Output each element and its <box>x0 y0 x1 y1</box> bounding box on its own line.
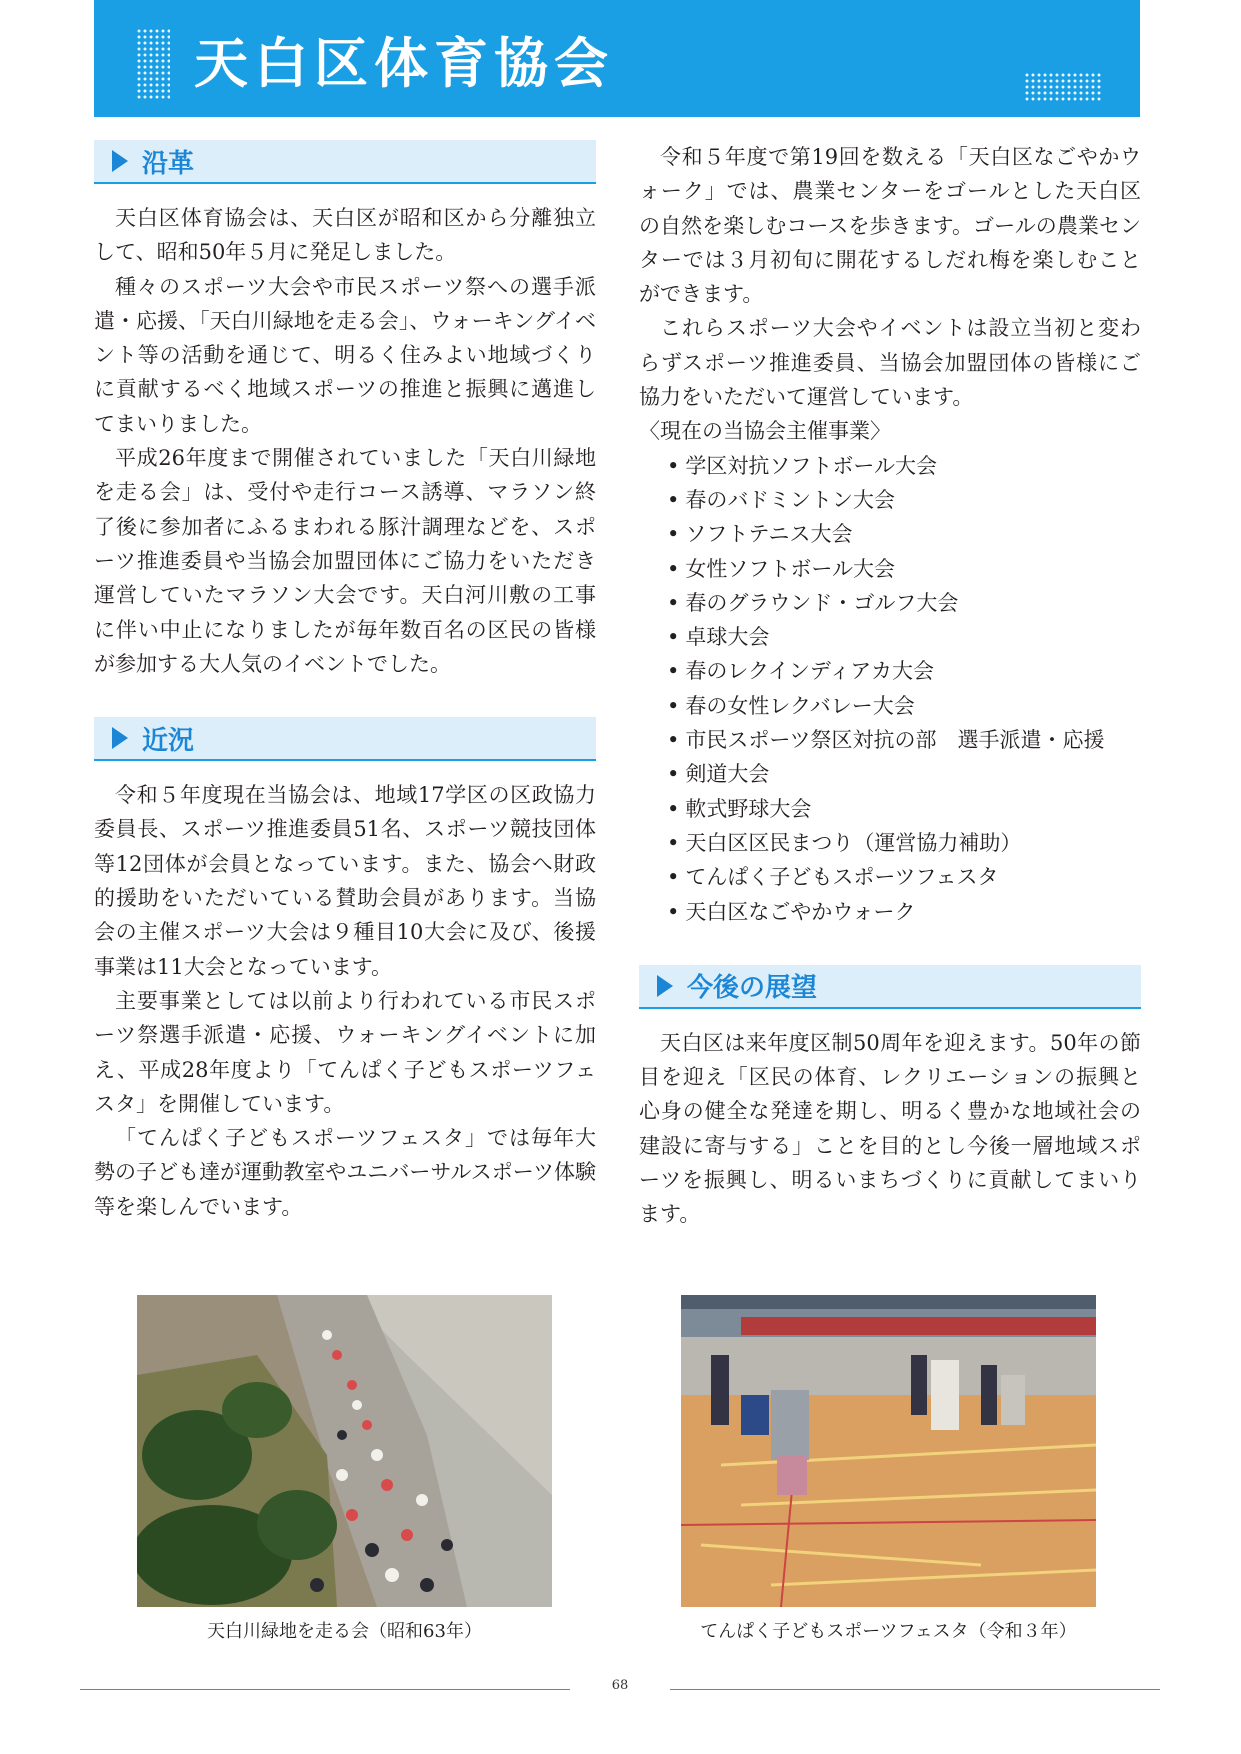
history-paragraph: 種々のスポーツ大会や市民スポーツ祭への選手派遣・応援、「天白川緑地を走る会」、ウォーキングイベント等の活動を通じて、明るく住みよい地域づくりに貢献するべく地域スポーツの推進と振興に邁進してまいりました。 <box>94 274 596 436</box>
photo-sports-festa <box>681 1295 1096 1607</box>
list-item: • 女性ソフトボール大会 <box>667 552 1141 586</box>
dot-pattern-right <box>1024 72 1102 102</box>
history-paragraph: 平成26年度まで開催されていました「天白川緑地を走る会」は、受付や走行コース誘導、マラソン終了後に参加者にふるまわれる豚汁調理などを、スポーツ推進委員や当協会加盟団体にご協力をいただき運営していたマラソン大会です。天白河川敷の工事に伴い中止になりましたが毎年数百名の区民の皆様が参加する大人気のイベントでした。 <box>94 446 596 676</box>
list-item: • てんぱく子どもスポーツフェスタ <box>667 860 1141 894</box>
marathon-photo-image <box>137 1295 552 1607</box>
section-heading-label: 今後の展望 <box>687 973 818 1004</box>
page-number: 68 <box>611 1678 629 1693</box>
triangle-bullet-icon <box>657 975 673 997</box>
photo-caption: てんぱく子どもスポーツフェスタ（令和３年） <box>700 1621 1077 1642</box>
current-paragraph: 令和５年度現在当協会は、地域17学区の区政協力委員長、スポーツ推進委員51名、スポーツ競技団体等12団体が会員となっています。また、協会へ財政的援助をいただいている賛助会員があります。当協会の主催スポーツ大会は９種目10大会に及び、後援事業は11大会となっています。 <box>94 783 596 979</box>
list-item: • 卓球大会 <box>667 620 1141 654</box>
section-heading-label: 近況 <box>142 725 195 756</box>
title-banner <box>94 0 1140 117</box>
sports-festa-photo-image <box>681 1295 1096 1607</box>
section-heading-label: 沿革 <box>142 148 195 179</box>
footer-rule-right <box>670 1689 1160 1690</box>
footer-rule-left <box>80 1689 570 1690</box>
list-item: • 学区対抗ソフトボール大会 <box>667 449 1141 483</box>
section-heading-future <box>639 965 1141 1009</box>
history-paragraph: 天白区体育協会は、天白区が昭和区から分離独立して、昭和50年５月に発足しました。 <box>94 206 596 265</box>
dot-pattern-left <box>136 28 170 100</box>
section-heading-history <box>94 140 596 184</box>
current-paragraph: 「てんぱく子どもスポーツフェスタ」では毎年大勢の子ども達が運動教室やユニバーサルスポーツ体験等を楽しんでいます。 <box>94 1126 596 1219</box>
left-column <box>94 140 596 1224</box>
future-paragraph: 天白区は来年度区制50周年を迎えます。50年の節目を迎え「区民の体育、レクリエーションの振興と心身の健全な発達を期し、明るく豊かな地域社会の建設に寄与する」ことを目的とし今後一層地域スポーツを振興し、明るいまちづくりに貢献してまいります。 <box>639 1030 1141 1227</box>
list-item: • 剣道大会 <box>667 757 1141 791</box>
list-item: • 市民スポーツ祭区対抗の部 選手派遣・応援 <box>667 723 1141 757</box>
list-item: • 天白区なごやかウォーク <box>667 895 1141 929</box>
list-item: • 春の女性レクバレー大会 <box>667 689 1141 723</box>
right-column <box>639 140 1141 1232</box>
events-list <box>639 449 1141 929</box>
list-item: • 春のバドミントン大会 <box>667 483 1141 517</box>
walk-event-paragraph: 令和５年度で第19回を数える「天白区なごやかウォーク」では、農業センターをゴールとした天白区の自然を楽しむコースを歩きます。ゴールの農業センターでは３月初旬に開花するしだれ梅を楽しむことができます。 <box>639 145 1141 307</box>
operation-paragraph: これらスポーツ大会やイベントは設立当初と変わらずスポーツ推進委員、当協会加盟団体の皆様にご協力をいただいて運営しています。 <box>639 316 1141 410</box>
photo-caption: 天白川緑地を走る会（昭和63年） <box>207 1621 482 1642</box>
list-item: • 天白区区民まつり（運営協力補助） <box>667 826 1141 860</box>
list-item: • ソフトテニス大会 <box>667 517 1141 551</box>
page-title: 天白区体育協会 <box>194 32 614 95</box>
events-list-label: 〈現在の当協会主催事業〉 <box>639 419 891 444</box>
list-item: • 春のレクインディアカ大会 <box>667 654 1141 688</box>
triangle-bullet-icon <box>112 727 128 749</box>
list-item: • 春のグラウンド・ゴルフ大会 <box>667 586 1141 620</box>
list-item: • 軟式野球大会 <box>667 792 1141 826</box>
current-paragraph: 主要事業としては以前より行われている市民スポーツ祭選手派遣・応援、ウォーキングイベントに加え、平成28年度より「てんぱく子どもスポーツフェスタ」を開催しています。 <box>94 988 596 1116</box>
triangle-bullet-icon <box>112 150 128 172</box>
photo-marathon <box>137 1295 552 1607</box>
section-heading-current <box>94 717 596 761</box>
